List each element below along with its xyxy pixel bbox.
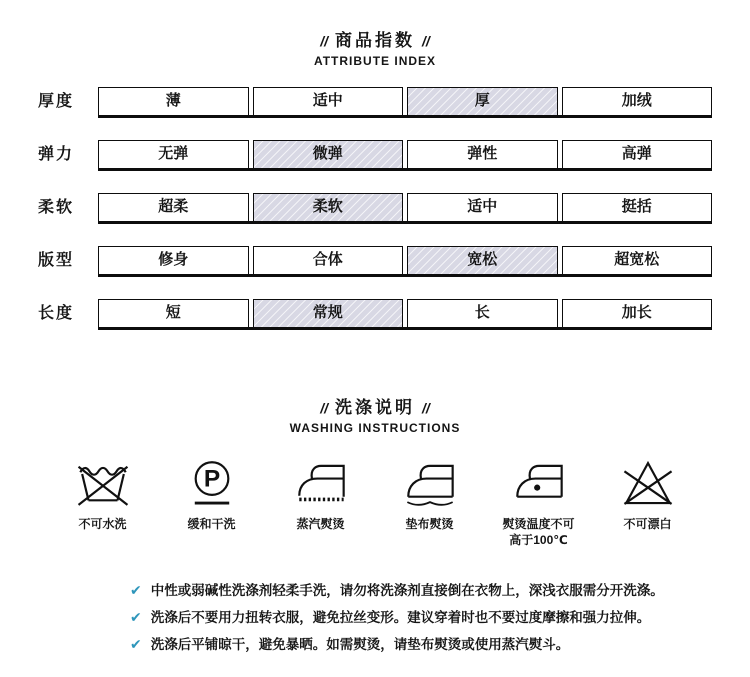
attribute-section-header (0, 0, 750, 68)
attribute-option: 长 (407, 299, 558, 327)
attribute-row-label: 弹力 (38, 146, 75, 163)
care-symbol-label: 不可漂白 (623, 517, 672, 531)
care-note-text: 洗涤后不要用力扭转衣服，避免拉丝变形。建议穿着时也不要过度摩擦和强力拉伸。 (150, 610, 651, 626)
attribute-option-selected: 柔软 (253, 193, 404, 221)
attribute-row-softness (38, 193, 750, 224)
attribute-row-fit (38, 246, 750, 277)
care-symbol-label-line1: 熨烫温度不可 (502, 517, 575, 531)
care-symbol-do-not-bleach (605, 456, 691, 533)
slash-decor-icon: // (320, 400, 328, 416)
care-symbol-do-not-wash (60, 456, 146, 533)
care-symbol-label: 缓和干洗 (187, 517, 236, 531)
care-symbol-iron-max-100c (496, 456, 582, 548)
checkmark-icon: ✔ (130, 582, 142, 599)
care-symbol-label: 蒸汽熨烫 (296, 517, 345, 531)
washing-section-header (0, 393, 750, 435)
attribute-option-selected: 微弹 (253, 140, 404, 168)
cloth-pad-iron-icon (401, 456, 459, 512)
attribute-option: 适中 (407, 193, 558, 221)
steam-iron-icon (292, 456, 350, 512)
attribute-option: 超柔 (98, 193, 249, 221)
gentle-dry-clean-icon (183, 456, 241, 512)
attribute-option: 加长 (562, 299, 713, 327)
washing-section-title (0, 393, 750, 418)
care-notes (130, 577, 750, 658)
attribute-row-label: 长度 (38, 305, 75, 322)
attribute-options (98, 140, 712, 171)
care-note-text: 中性或弱碱性洗涤剂轻柔手洗，请勿将洗涤剂直接倒在衣物上，深浅衣服需分开洗涤。 (150, 583, 664, 599)
attribute-option: 合体 (253, 246, 404, 274)
attribute-options (98, 87, 712, 118)
attribute-option: 弹性 (407, 140, 558, 168)
attribute-option: 适中 (253, 87, 404, 115)
care-symbol-gentle-dry-clean (169, 456, 255, 533)
attribute-option: 挺括 (562, 193, 713, 221)
attribute-option: 高弹 (562, 140, 713, 168)
care-symbol-steam-iron (278, 456, 364, 533)
care-symbol-label: 垫布熨烫 (405, 517, 454, 531)
attribute-option-selected: 宽松 (407, 246, 558, 274)
checkmark-icon: ✔ (130, 609, 142, 626)
attribute-options (98, 299, 712, 330)
attribute-options (98, 246, 712, 277)
attribute-table (0, 87, 750, 330)
attribute-row-label: 柔软 (38, 199, 75, 216)
attribute-option: 超宽松 (562, 246, 713, 274)
attribute-option: 短 (98, 299, 249, 327)
attribute-title-text: 商品指数 (335, 31, 415, 50)
attribute-option: 无弹 (98, 140, 249, 168)
care-symbols-row (0, 456, 750, 548)
care-note (130, 631, 750, 658)
washing-section-subtitle: WASHING INSTRUCTIONS (289, 421, 461, 435)
checkmark-icon: ✔ (130, 636, 142, 653)
care-symbol-label-line2: 高于100℃ (509, 532, 568, 547)
attribute-option: 修身 (98, 246, 249, 274)
care-note (130, 604, 750, 631)
attribute-row-label: 版型 (38, 252, 75, 269)
care-symbol-cloth-pad-iron (387, 456, 473, 533)
attribute-row-label: 厚度 (38, 93, 75, 110)
svg-text:P: P (203, 465, 220, 493)
care-symbol-label: 不可水洗 (78, 517, 127, 531)
attribute-option-selected: 厚 (407, 87, 558, 115)
attribute-row-length (38, 299, 750, 330)
attribute-option: 薄 (98, 87, 249, 115)
attribute-row-thickness (38, 87, 750, 118)
attribute-options (98, 193, 712, 224)
attribute-section-subtitle: ATTRIBUTE INDEX (313, 54, 437, 68)
attribute-row-elasticity (38, 140, 750, 171)
slash-decor-icon: // (422, 33, 430, 49)
slash-decor-icon: // (320, 33, 328, 49)
care-note-text: 洗涤后平铺晾干，避免暴晒。如需熨烫，请垫布熨烫或使用蒸汽熨斗。 (150, 637, 570, 653)
care-symbol-label (496, 517, 582, 548)
iron-max-100c-icon (510, 456, 568, 512)
attribute-option-selected: 常规 (253, 299, 404, 327)
attribute-option: 加绒 (562, 87, 713, 115)
attribute-section-title (0, 26, 750, 51)
do-not-bleach-icon (619, 456, 677, 512)
slash-decor-icon: // (422, 400, 430, 416)
do-not-wash-icon (74, 456, 132, 512)
care-note (130, 577, 750, 604)
washing-title-text: 洗涤说明 (335, 398, 415, 417)
